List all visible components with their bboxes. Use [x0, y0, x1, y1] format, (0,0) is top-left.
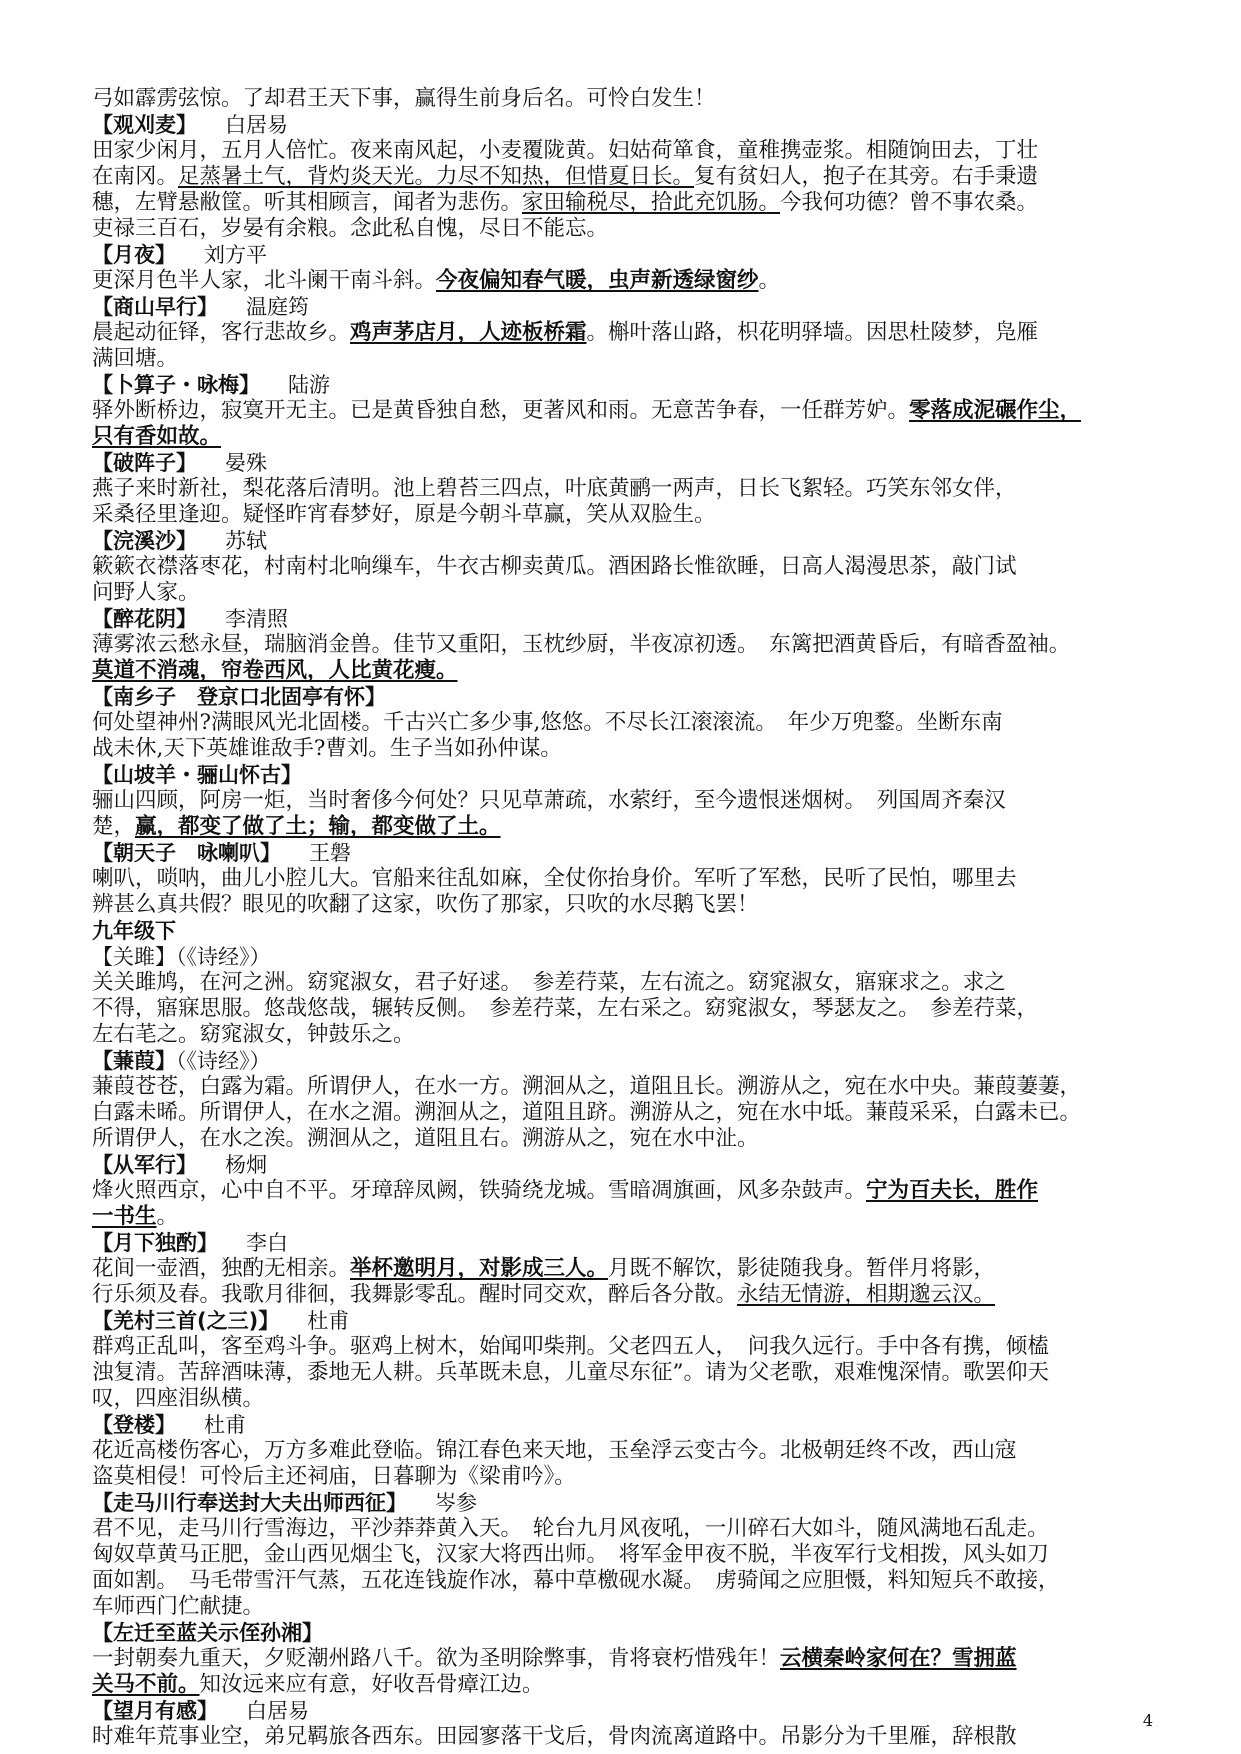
poem-text-line [92, 554, 1172, 580]
poem-heading [92, 944, 1172, 970]
poem-text-line [92, 892, 1172, 918]
verse-text: 知汝远来应有意，好收吾骨瘴江边。 [199, 1672, 544, 1697]
verse-text: 一封朝奏九重天，夕贬潮州路八千。欲为圣明除弊事，肯将衰朽惜残年！ [92, 1646, 781, 1671]
poem-heading [92, 1230, 1172, 1256]
verse-text: 在南冈。 [92, 164, 179, 189]
verse-text: 花近高楼伤客心，万方多难此登临。锦江春色来天地，玉垒浮云变古今。北极朝廷终不改，西山寇 [92, 1438, 1017, 1463]
poem-text-line [92, 1022, 1172, 1048]
verse-text: 车师西门伫献捷。 [92, 1594, 265, 1619]
poem-text-line [92, 268, 1172, 294]
poem-heading [92, 606, 1172, 632]
verse-text: 叹，四座泪纵横。 [92, 1386, 265, 1411]
poem-author: （《诗经》） [176, 945, 271, 969]
poem-text-line [92, 1646, 1172, 1672]
poem-author: 王磐 [309, 841, 351, 865]
verse-text: 今我何功德？曾不事农桑。 [780, 190, 1039, 215]
highlighted-verse: 只有香如故。 [92, 424, 222, 449]
poem-author: 温庭筠 [246, 295, 309, 319]
poem-text-line [92, 138, 1172, 164]
verse-text: 盗莫相侵！可怜后主还祠庙，日暮聊为《梁甫吟》。 [92, 1464, 576, 1489]
highlighted-verse: 足蒸暑土气，背灼炎天光。力尽不知热，但惜夏日长。 [178, 164, 695, 189]
poem-text-line [92, 164, 1172, 190]
poem-text-line [92, 1074, 1172, 1100]
highlighted-verse: 鸡声茅店月，人迹板桥霜 [350, 320, 587, 345]
page-number: 4 [1142, 1711, 1153, 1730]
poem-text-line [92, 1568, 1172, 1594]
poem-author: 刘方平 [204, 243, 267, 267]
verse-text: 面如割。 马毛带雪汗气蒸，五花连钱旋作冰，幕中草檄砚水凝。 虏骑闻之应胆慑，料知短兵不敢接， [92, 1568, 1060, 1593]
poem-heading [92, 1412, 1172, 1438]
verse-text: 更深月色半人家，北斗阑干南斗斜。 [92, 268, 437, 293]
verse-text: 采桑径里逢迎。疑怪昨宵春梦好，原是今朝斗草赢，笑从双脸生。 [92, 502, 716, 527]
poem-title: 【卜算子・咏梅】 [92, 373, 260, 397]
poem-heading [92, 1048, 1172, 1074]
poem-text-line [92, 1100, 1172, 1126]
poem-author: 杜甫 [307, 1309, 350, 1333]
verse-text: 田家少闲月，五月人倍忙。夜来南风起，小麦覆陇黄。妇姑荷箪食，童稚携壶浆。相随饷田去，丁壮 [92, 138, 1039, 163]
verse-text: 楚， [92, 814, 136, 839]
poem-title: 【望月有感】 [92, 1699, 218, 1723]
poem-text-line [92, 1438, 1172, 1464]
poem-text-line [92, 190, 1172, 216]
poem-text-line [92, 1724, 1172, 1750]
poem-text-line [92, 1178, 1172, 1204]
verse-text: 群鸡正乱叫，客至鸡斗争。驱鸡上树木，始闻叩柴荆。父老四五人， 问我久远行。手中各有携，倾榼 [92, 1334, 1049, 1359]
verse-text: 行乐须及春。我歌月徘徊，我舞影零乱。醒时同交欢，醉后各分散。 [92, 1282, 738, 1307]
poem-text-line [92, 86, 1172, 112]
poem-heading [92, 450, 1172, 476]
poem-text-line [92, 346, 1172, 372]
poem-title: 【醉花阴】 [92, 607, 197, 631]
verse-text: 时难年荒事业空，弟兄羁旅各西东。田园寥落干戈后，骨肉流离道路中。吊影分为千里雁，辞根散 [92, 1724, 1017, 1749]
poem-text-line [92, 320, 1172, 346]
verse-text: 满回塘。 [92, 346, 179, 371]
highlighted-verse: 今夜偏知春气暖，虫声新透绿窗纱 [436, 268, 759, 293]
verse-text: 弓如霹雳弦惊。了却君王天下事，赢得生前身后名。可怜白发生！ [92, 86, 716, 111]
verse-text: 驿外断桥边，寂寞开无主。已是黄昏独自愁，更著风和雨。无意苦争春，一任群芳妒。 [92, 398, 910, 423]
poem-text-line [92, 736, 1172, 762]
poem-heading [92, 840, 1172, 866]
poem-text-line [92, 502, 1172, 528]
verse-text: 白露未晞。所谓伊人，在水之湄。溯洄从之，道阻且跻。溯游从之，宛在水中坻。蒹葭采采，白露未已。 [92, 1100, 1082, 1125]
poem-title: 【山坡羊・骊山怀古】 [92, 763, 302, 787]
poem-heading [92, 528, 1172, 554]
highlighted-verse: 零落成泥碾作尘， [909, 398, 1082, 423]
poem-text-line [92, 216, 1172, 242]
poem-heading [92, 762, 1172, 788]
poem-author: 杨炯 [225, 1153, 267, 1177]
poem-title: 【登楼】 [92, 1413, 176, 1437]
poem-title: 【破阵子】 [92, 451, 197, 475]
highlighted-verse: 关马不前。 [92, 1672, 200, 1697]
poem-heading [92, 1308, 1172, 1334]
verse-text: 左右芼之。窈窕淑女，钟鼓乐之。 [92, 1022, 415, 1047]
verse-text: 关关雎鸠，在河之洲。窈窕淑女，君子好逑。 参差荇菜，左右流之。窈窕淑女，寤寐求之。求之 [92, 970, 1006, 995]
verse-text: 晨起动征铎，客行悲故乡。 [92, 320, 351, 345]
highlighted-verse: 云横秦岭家何在？雪拥蓝 [780, 1646, 1017, 1671]
poem-text-line [92, 1594, 1172, 1620]
poem-text-line [92, 866, 1172, 892]
verse-text: 战未休,天下英雄谁敌手?曹刘。生子当如孙仲谋。 [92, 736, 562, 761]
highlighted-verse: 永结无情游，相期邈云汉。 [737, 1282, 996, 1307]
verse-text: 。 [156, 1204, 179, 1229]
poem-text-line [92, 1672, 1172, 1698]
highlighted-verse: 宁为百夫长，胜作 [866, 1178, 1039, 1203]
poem-title: 【月夜】 [92, 243, 176, 267]
poem-author: （《诗经》） [176, 1049, 271, 1073]
poem-author: 岑参 [435, 1491, 477, 1515]
poem-author: 苏轼 [225, 529, 267, 553]
poem-heading [92, 372, 1172, 398]
poem-title: 【观刈麦】 [92, 113, 197, 137]
poem-text-line [92, 1386, 1172, 1412]
poem-text-line [92, 580, 1172, 606]
verse-text: 不得，寤寐思服。悠哉悠哉，辗转反侧。 参差荇菜，左右采之。窈窕淑女，琴瑟友之。 参差荇菜， [92, 996, 1039, 1021]
poem-text-line [92, 398, 1172, 424]
verse-text: 喇叭，唢呐，曲儿小腔儿大。官船来往乱如麻，全仗你抬身价。军听了军愁，民听了民怕，哪里去 [92, 866, 1017, 891]
poem-author: 白居易 [225, 113, 288, 137]
poem-title: 【商山早行】 [92, 295, 218, 319]
poem-title: 【南乡子 登京口北固亭有怀】 [92, 685, 386, 709]
poem-heading [92, 242, 1172, 268]
poem-text-line [92, 658, 1172, 684]
poem-author: 白居易 [246, 1699, 309, 1723]
verse-text: 花间一壶酒，独酌无相亲。 [92, 1256, 351, 1281]
poem-text-line [92, 424, 1172, 450]
poem-title: 【浣溪沙】 [92, 529, 197, 553]
poem-title: 【关雎】 [92, 945, 176, 969]
document-page [92, 86, 1172, 1750]
poem-text-line [92, 1542, 1172, 1568]
poem-text-line [92, 1256, 1172, 1282]
verse-text: 所谓伊人，在水之涘。溯洄从之，道阻且右。溯游从之，宛在水中沚。 [92, 1126, 759, 1151]
verse-text: 吏禄三百石，岁晏有余粮。念此私自愧，尽日不能忘。 [92, 216, 609, 241]
poem-text-line [92, 788, 1172, 814]
verse-text: 月既不解饮，影徒随我身。暂伴月将影， [608, 1256, 996, 1281]
verse-text: 辨甚么真共假？眼见的吹翻了这家，吹伤了那家，只吹的水尽鹅飞罢！ [92, 892, 759, 917]
poem-heading [92, 1490, 1172, 1516]
verse-text: 。 [758, 268, 781, 293]
poem-text-line [92, 1464, 1172, 1490]
verse-text: 烽火照西京，心中自不平。牙璋辞凤阙，铁骑绕龙城。雪暗凋旗画，风多杂鼓声。 [92, 1178, 867, 1203]
poem-text-line [92, 970, 1172, 996]
poem-author: 李白 [246, 1231, 288, 1255]
highlighted-verse: 一书生 [92, 1204, 157, 1229]
poem-text-line [92, 1360, 1172, 1386]
poem-heading [92, 684, 1172, 710]
poem-heading [92, 1620, 1172, 1646]
poem-title: 【蒹葭】 [92, 1049, 176, 1073]
poem-text-line [92, 476, 1172, 502]
poem-text-line [92, 710, 1172, 736]
verse-text: 。槲叶落山路，枳花明驿墙。因思杜陵梦，凫雁 [586, 320, 1039, 345]
poem-title: 【朝天子 咏喇叭】 [92, 841, 281, 865]
highlighted-verse: 举杯邀明月，对影成三人。 [350, 1256, 609, 1281]
poem-title: 【从军行】 [92, 1153, 197, 1177]
poem-author: 晏殊 [225, 451, 267, 475]
highlighted-verse: 赢，都变了做了土；输，都变做了土。 [135, 814, 501, 839]
poem-heading [92, 112, 1172, 138]
verse-text: 君不见，走马川行雪海边，平沙莽莽黄入天。 轮台九月风夜吼，一川碎石大如斗，随风满地石乱走。 [92, 1516, 1049, 1541]
poem-text-line [92, 1204, 1172, 1230]
poem-title: 【走马川行奉送封大夫出师西征】 [92, 1491, 407, 1515]
poem-author: 杜甫 [204, 1413, 246, 1437]
poem-text-line [92, 814, 1172, 840]
verse-text: 蒹葭苍苍，白露为霜。所谓伊人，在水一方。溯洄从之，道阻且长。溯游从之，宛在水中央。蒹葭萋萋， [92, 1074, 1082, 1099]
verse-text: 燕子来时新社，梨花落后清明。池上碧苔三四点，叶底黄鹂一两声，日长飞絮轻。巧笑东邻女伴， [92, 476, 1017, 501]
poem-author: 陆游 [288, 373, 330, 397]
verse-text: 骊山四顾，阿房一炬，当时奢侈今何处？只见草萧疏，水萦纡，至今遗恨迷烟树。 列国周齐秦汉 [92, 788, 1006, 813]
poem-title: 【羌村三首(之三)】 [92, 1309, 280, 1333]
poem-text-line [92, 632, 1172, 658]
poem-heading [92, 1698, 1172, 1724]
highlighted-verse: 家田输税尽，拾此充饥肠。 [522, 190, 781, 215]
poem-heading [92, 294, 1172, 320]
verse-text: 薄雾浓云愁永昼，瑞脑消金兽。佳节又重阳，玉枕纱厨，半夜凉初透。 东篱把酒黄昏后，有暗香盈袖。 [92, 632, 1071, 657]
section-heading: 九年级下 [92, 919, 176, 943]
poem-text-line [92, 1334, 1172, 1360]
verse-text: 匈奴草黄马正肥，金山西见烟尘飞，汉家大将西出师。 将军金甲夜不脱，半夜军行戈相拨，风头如刀 [92, 1542, 1049, 1567]
poem-text-line [92, 1282, 1172, 1308]
verse-text: 复有贫妇人，抱子在其旁。右手秉遗 [694, 164, 1039, 189]
poem-text-line [92, 996, 1172, 1022]
poem-author: 李清照 [225, 607, 288, 631]
poem-title: 【左迁至蓝关示侄孙湘】 [92, 1621, 323, 1645]
poem-heading [92, 1152, 1172, 1178]
poem-title: 【月下独酌】 [92, 1231, 218, 1255]
verse-text: 簌簌衣襟落枣花，村南村北响缫车，牛衣古柳卖黄瓜。酒困路长惟欲睡，日高人渴漫思茶，敲门试 [92, 554, 1017, 579]
verse-text: 浊复清。苦辞酒味薄，黍地无人耕。兵革既未息，儿童尽东征”。请为父老歌，艰难愧深情。歌罢仰天 [92, 1360, 1049, 1385]
highlighted-verse: 莫道不消魂，帘卷西风，人比黄花瘦。 [92, 658, 458, 683]
poem-text-line [92, 1126, 1172, 1152]
verse-text: 何处望神州?满眼风光北固楼。千古兴亡多少事,悠悠。不尽长江滚滚流。 年少万兜鍪。坐断东南 [92, 710, 1003, 735]
verse-text: 穗，左臂悬敝筐。听其相顾言，闻者为悲伤。 [92, 190, 523, 215]
verse-text: 问野人家。 [92, 580, 200, 605]
poem-text-line [92, 1516, 1172, 1542]
